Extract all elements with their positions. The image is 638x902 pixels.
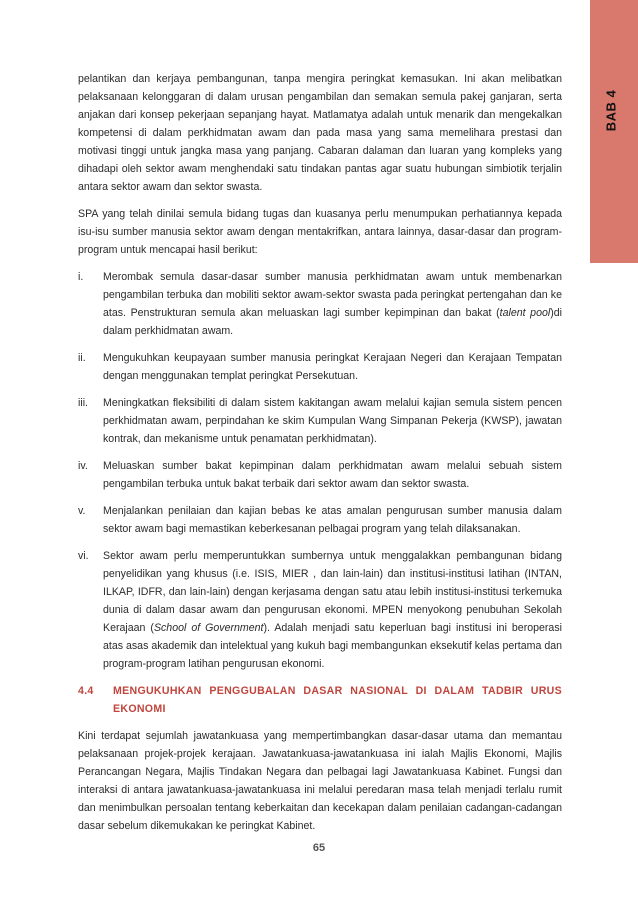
- list-item-text: Sektor awam perlu memperuntukkan sumbernya untuk menggalakkan pembangunan bidang penyelidikan yang khusus (i.e. ISIS, MIER , dan lain-lain) dan institusi-institusi latihan (INTAN, ILKAP, IDFR, dan lain-lain) dengan kerjasama dengan satu atau lebih institusi-institusi terkemuka dunia di dalam dasar awam dan pengurusan ekonomi. MPEN menyokong penubuhan Sekolah Kerajaan (School of Government). Adalah menjadi satu keperluan bagi institusi ini beroperasi atas asas akademik dan intelektual yang kukuh bagi membangunkan eksekutif kelas pertama dan program-program latihan pengurusan ekonomi.: [103, 550, 562, 670]
- section-heading: [78, 682, 562, 718]
- list-item-number: iv.: [78, 460, 88, 472]
- list-item-number: i.: [78, 271, 84, 283]
- closing-paragraph: Kini terdapat sejumlah jawatankuasa yang mempertimbangkan dasar-dasar utama dan memantau pelaksanaan projek-projek kerajaan. Jawatankuasa-jawatankuasa ini ialah Majlis Ekonomi, Majlis Perancangan Negara, Majlis Tindakan Negara dan pelbagai lagi Jawatankuasa Kabinet. Fungsi dan interaksi di antara jawatankuasa-jawatankuasa ini melalui peredaran masa telah menjadi terlalu rumit dan menimbulkan persoalan tentang keberkaitan dan kecekapan dalam penilaian cadangan-cadangan dasar sebelum dikemukakan ke peringkat Kabinet.: [78, 730, 562, 832]
- section-number: 4.4: [78, 685, 94, 697]
- list-item-italic: School of Government: [153, 622, 264, 634]
- list-item-text: Meningkatkan fleksibiliti di dalam sistem kakitangan awam melalui kajian semula sistem pencen perkhidmatan awam, perpindahan ke skim Kumpulan Wang Simpanan Pekerja (KWSP), jawatan kontrak, dan mekanisme untuk penamatan perkhidmatan).: [103, 397, 562, 445]
- list-item-number: vi.: [78, 550, 89, 562]
- list-item: [78, 502, 562, 538]
- list-item-italic: talent pool: [499, 307, 551, 319]
- intro-paragraph: pelantikan dan kerjaya pembangunan, tanpa mengira peringkat kemasukan. Ini akan melibatkan pelaksanaan kelonggaran di dalam urusan pengambilan dan semakan semula pakej ganjaran, serta anjakan dari konsep pekerjaan sepanjang hayat. Matlamatya adalah untuk menarik dan mengekalkan kompetensi di dalam perkhidmatan awam dan pada masa yang sama memelihara prestasi dan motivasi tinggi untuk jangka masa yang panjang. Cabaran dalaman dan luaran yang kompleks yang dihadapi oleh sektor awam menghendaki satu tindakan pantas agar suatu hubungan simbiotik terjalin antara sektor awam dan sektor swasta.: [78, 73, 562, 193]
- page-content: [78, 70, 562, 835]
- list-item: [78, 349, 562, 385]
- chapter-label-text: BAB 4: [603, 89, 619, 131]
- list-item: [78, 394, 562, 448]
- list-item-number: ii.: [78, 352, 86, 364]
- spa-paragraph: SPA yang telah dinilai semula bidang tugas dan kuasanya perlu menumpukan perhatiannya kepada isu-isu sumber manusia sektor awam dengan mentakrifkan, antara lainnya, dasar-dasar dan program-program untuk mencapai hasil berikut:: [78, 208, 562, 256]
- chapter-tab-label: [596, 80, 626, 140]
- list-item-text: Merombak semula dasar-dasar sumber manusia perkhidmatan awam untuk membenarkan pengambilan terbuka dan mobiliti sektor awam-sektor swasta pada peringkat pertengahan dan ke atas. Penstrukturan semula akan meluaskan lagi sumber kepimpinan dan bakat (talent pool)di dalam perkhidmatan awam.: [103, 271, 562, 337]
- page-number: 65: [312, 842, 326, 854]
- list-item: [78, 547, 562, 673]
- list-item: [78, 457, 562, 493]
- list-item-text: Mengukuhkan keupayaan sumber manusia peringkat Kerajaan Negeri dan Kerajaan Tempatan dengan menggunakan templat peringkat Persekutuan.: [103, 352, 562, 382]
- list-item-text: Menjalankan penilaian dan kajian bebas ke atas amalan pengurusan sumber manusia dalam sektor awam bagi memastikan keberkesanan pelbagai program yang telah dilaksanakan.: [103, 505, 562, 535]
- list-item-number: iii.: [78, 397, 89, 409]
- list-item: [78, 268, 562, 340]
- section-title: MENGUKUHKAN PENGGUBALAN DASAR NASIONAL DI DALAM TADBIR URUS EKONOMI: [113, 685, 562, 715]
- list-item-number: v.: [78, 505, 86, 517]
- list-item-text: Meluaskan sumber bakat kepimpinan dalam perkhidmatan awam melalui sebuah sistem pengambilan terbuka untuk bakat terbaik dari sektor awam dan sektor swasta.: [103, 460, 562, 490]
